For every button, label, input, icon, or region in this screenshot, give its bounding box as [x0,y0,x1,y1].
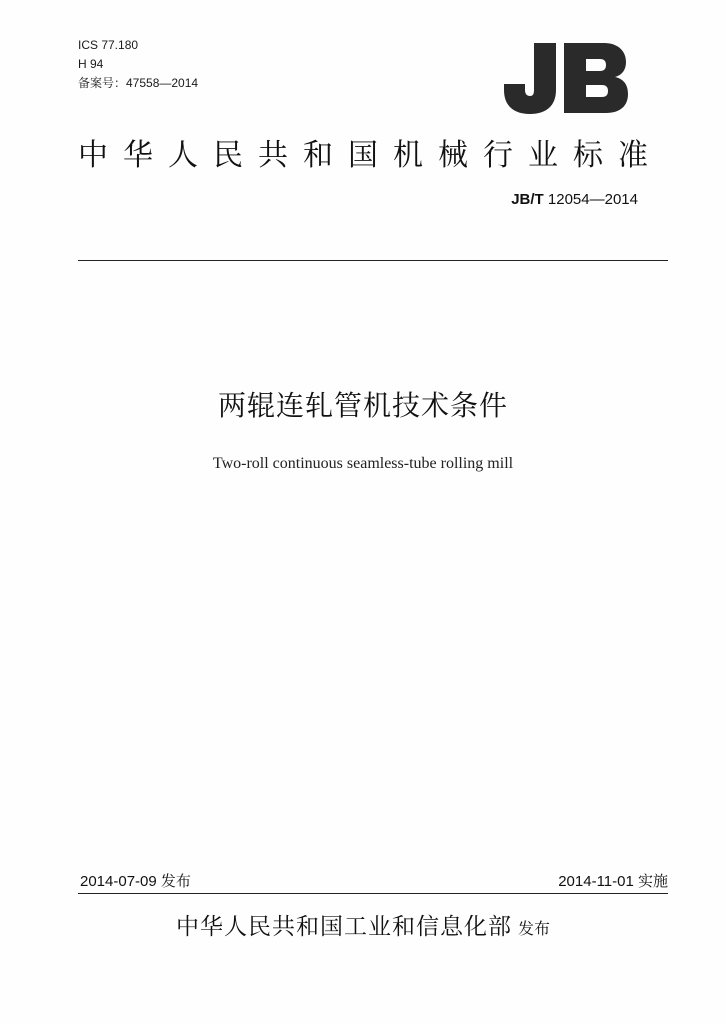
ics-code: ICS 77.180 [78,38,139,52]
issue-date: 2014-07-09 发布 [80,873,191,890]
standard-organization-title: 中华人民共和国机械行业标准 [78,138,663,173]
classification-block [78,36,198,93]
jb-logo [500,40,630,116]
document-title-english: Two-roll continuous seamless-tube rolling mill [212,455,514,472]
standard-code-number: 12054—2014 [547,191,638,208]
bottom-divider [78,893,668,894]
classification-code: H 94 [78,57,104,71]
effective-date: 2014-11-01 实施 [558,873,668,890]
top-divider [78,260,668,261]
publisher-name: 中华人民共和国工业和信息化部 [175,914,512,940]
standard-number [511,191,638,208]
publisher-line [0,908,726,941]
publisher-suffix: 发布 [517,919,550,938]
document-title-chinese: 两辊连轧管机技术条件 [217,389,508,422]
filing-number: 备案号：47558—2014 [78,76,199,90]
standard-code-prefix: JB/T [511,191,544,208]
